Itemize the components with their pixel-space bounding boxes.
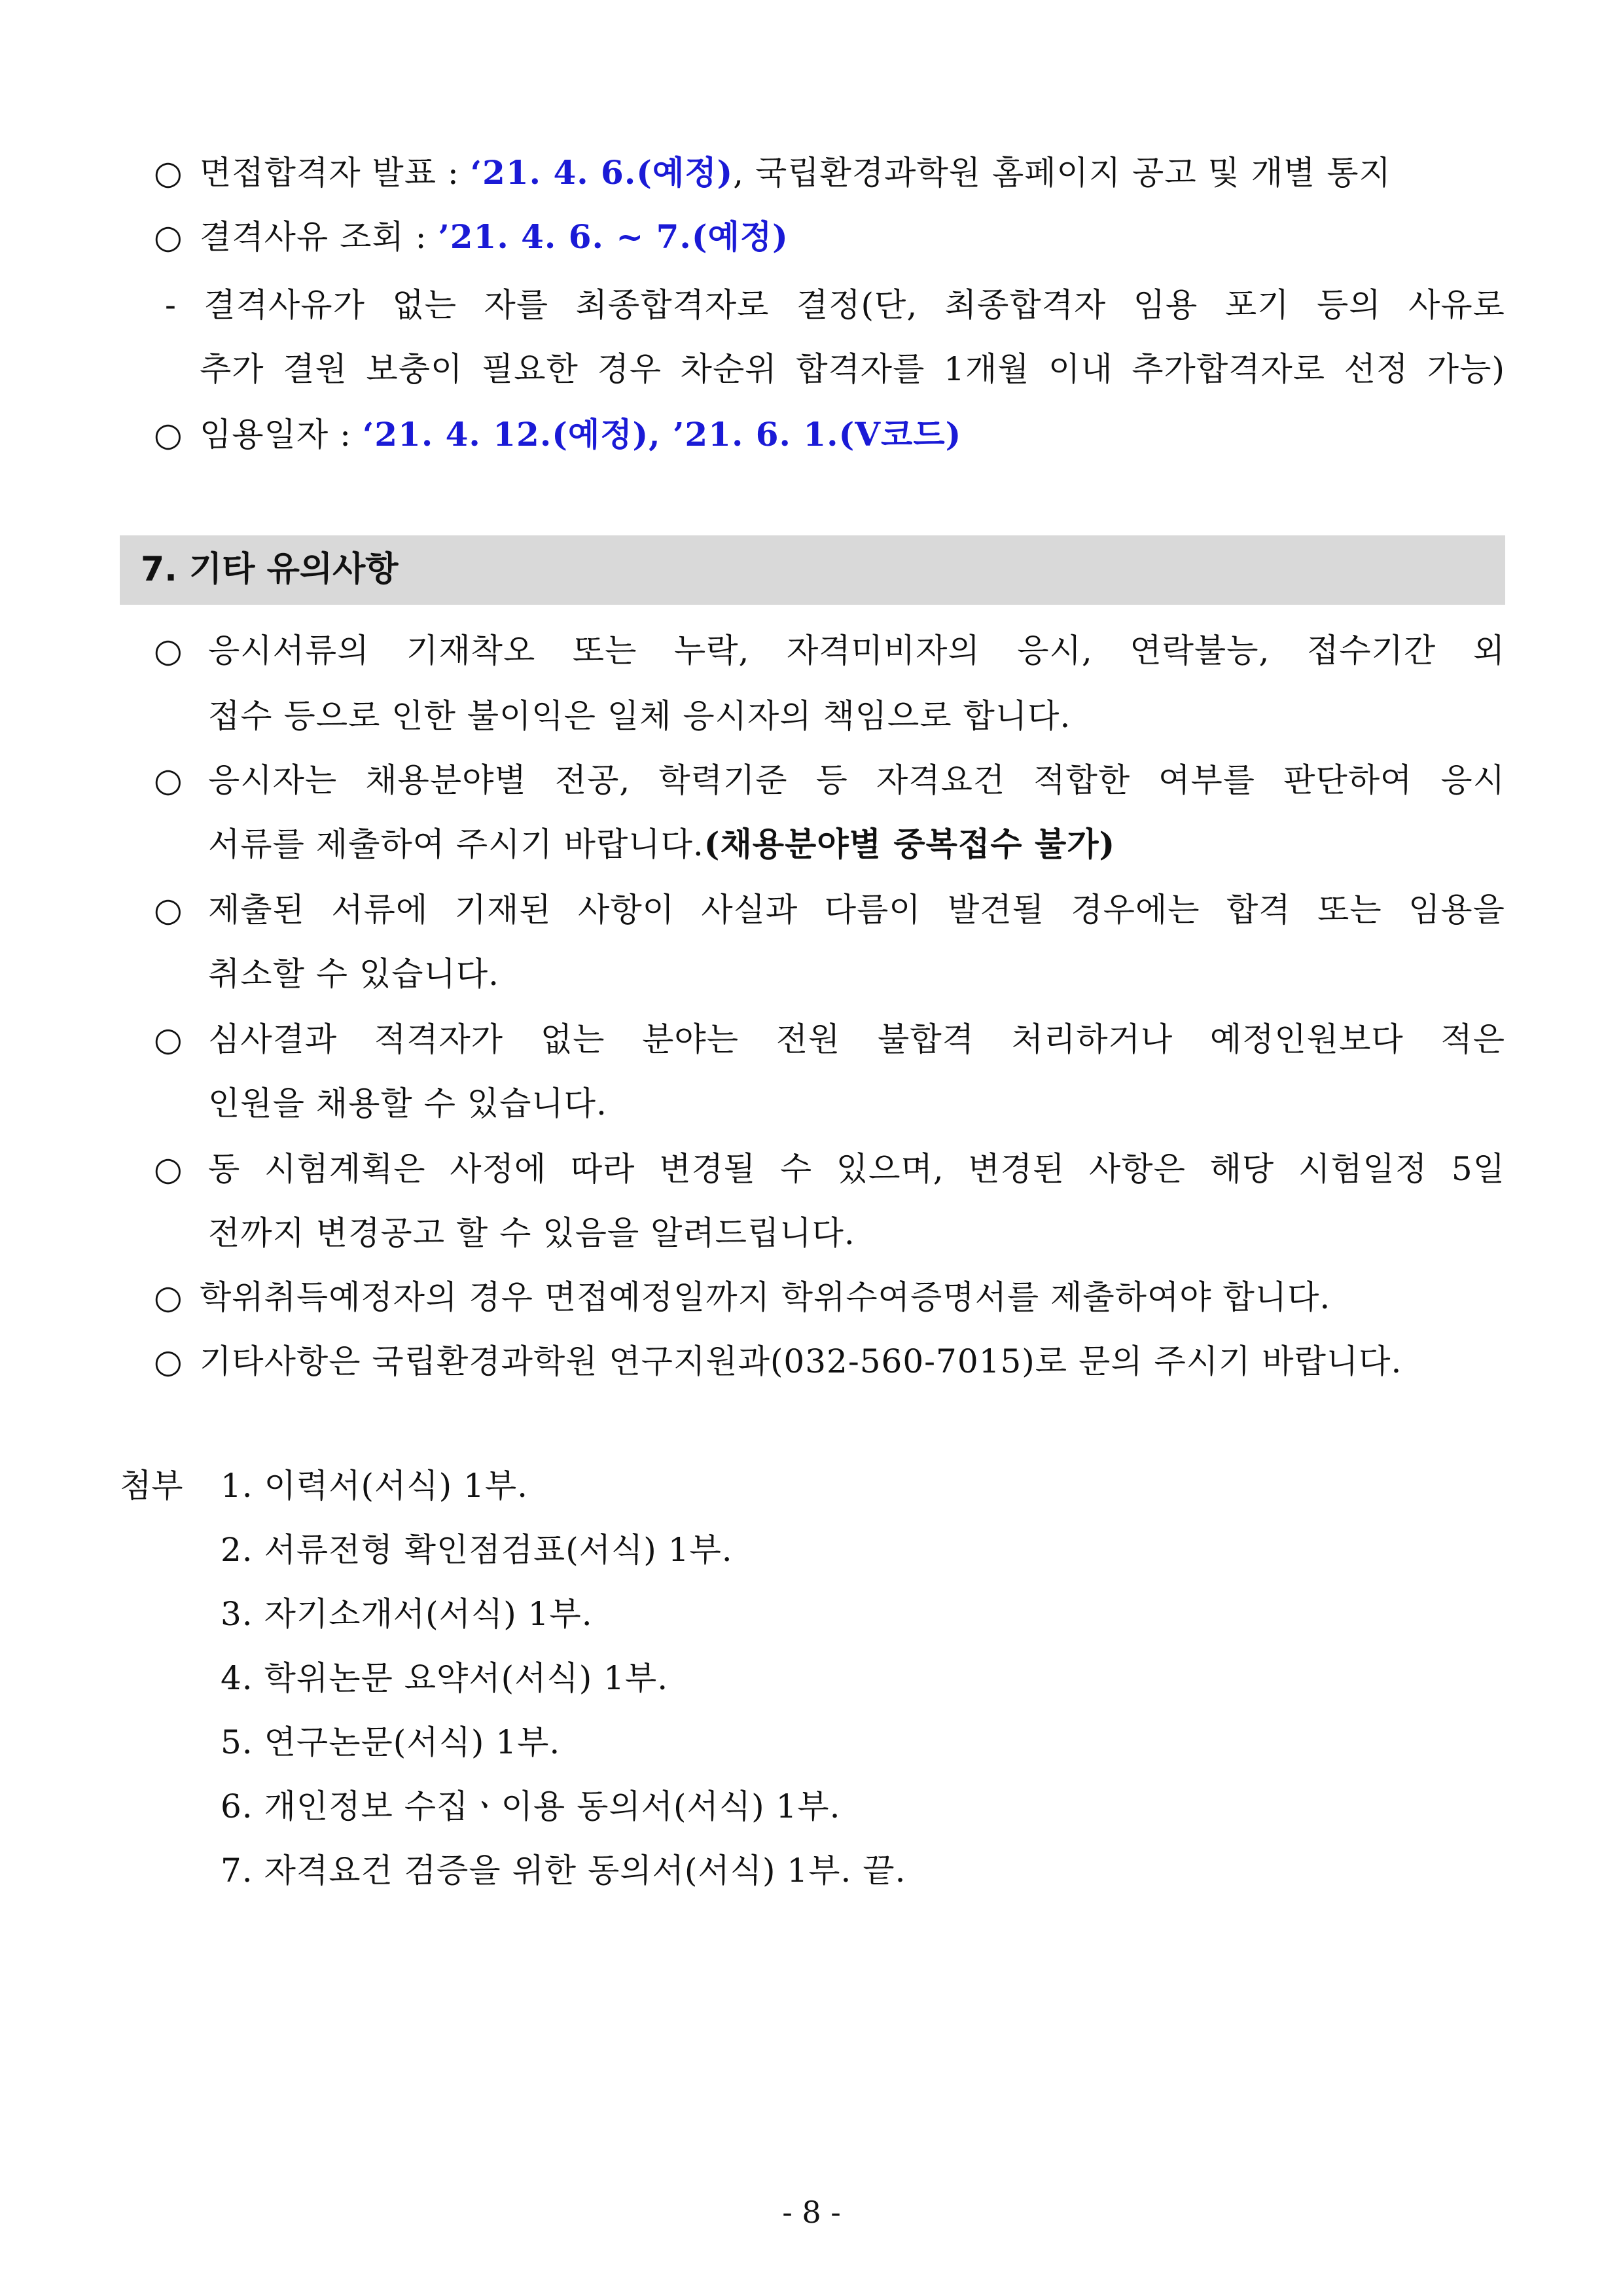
bullet-symbol: ○ [154,218,183,256]
note-1-line-2: 접수 등으로 인한 불이익은 일체 응시자의 책임으로 합니다. [208,697,1071,735]
note-5-line-1: 동 시험계획은 사정에 따라 변경될 수 있으며, 변경된 사항은 해당 시험일정 5일 [208,1150,1505,1188]
note-2-line-2 [208,823,1115,865]
bullet-symbol: ○ [154,891,183,929]
note-5-bullet [154,1148,200,1190]
inquiry-line [154,216,789,258]
page-number: - 8 - [782,2195,841,2230]
note-line-1: - 결격사유가 없는 자를 최종합격자로 결정(단, 최종합격자 임용 포기 등의 사유로 [165,286,1505,324]
bullet-symbol: ○ [154,1278,183,1316]
note-4-line-1: 심사결과 적격자가 없는 분야는 전원 불합격 처리하거나 예정인원보다 적은 [208,1020,1505,1058]
appoint-label: 임용일자 : [200,416,363,454]
note-7-text: 기타사항은 국립환경과학원 연구지원과(032-560-7015)로 문의 주시기 바랍니다. [200,1342,1402,1380]
bullet-symbol: ○ [154,632,183,670]
attachment-item: 7. 자격요건 검증을 위한 동의서(서식) 1부. 끝. [221,1852,906,1890]
announce-date: ‘21. 4. 6.(예정) [470,153,734,192]
note-6-line [154,1276,1330,1318]
note-line-2: 추가 결원 보충이 필요한 경우 차순위 합격자를 1개월 이내 추가합격자로 선정 가능) [200,350,1505,388]
bullet-symbol: ○ [154,154,183,192]
note-3-line-2: 취소할 수 있습니다. [208,955,500,993]
note-3-bullet [154,889,200,931]
note-3-line-1: 제출된 서류에 기재된 사항이 사실과 다름이 발견될 경우에는 합격 또는 임용을 [208,891,1505,929]
note-4-bullet [154,1018,200,1060]
note-7-line [154,1340,1402,1382]
note-5-line-2: 전까지 변경공고 할 수 있음을 알려드립니다. [208,1214,855,1252]
announce-rest: , 국립환경과학원 홈페이지 공고 및 개별 통지 [733,154,1391,192]
bullet-symbol: ○ [154,761,183,799]
announce-label: 면접합격자 발표 : [200,154,471,192]
note-2-bold: (채용분야별 중복접수 불가) [704,825,1116,863]
bullet-symbol: ○ [154,1020,183,1058]
attachment-item: 4. 학위논문 요약서(서식) 1부. [221,1659,669,1697]
appoint-date: ‘21. 4. 12.(예정), ’21. 6. 1.(V코드) [362,415,962,454]
note-1-bullet [154,630,200,672]
attachments-label: 첨부 [120,1467,183,1505]
attachment-item: 5. 연구논문(서식) 1부. [221,1723,561,1761]
bullet-symbol: ○ [154,416,183,454]
note-1-line-1: 응시서류의 기재착오 또는 누락, 자격미비자의 응시, 연락불능, 접수기간 외 [208,632,1505,670]
note-2-line-1: 응시자는 채용분야별 전공, 학력기준 등 자격요건 적합한 여부를 판단하여 응시 [208,761,1505,799]
attachment-item: 1. 이력서(서식) 1부. [221,1467,529,1505]
appoint-line [154,414,961,456]
section-title: 7. 기타 유의사항 [141,550,399,589]
note-2-bullet [154,759,200,801]
attachment-item: 2. 서류전형 확인점검표(서식) 1부. [221,1531,733,1569]
bullet-symbol: ○ [154,1150,183,1188]
note-6-text: 학위취득예정자의 경우 면접예정일까지 학위수여증명서를 제출하여야 합니다. [200,1278,1331,1316]
inquiry-date: ’21. 4. 6. ~ 7.(예정) [438,217,789,256]
note-4-line-2: 인원을 채용할 수 있습니다. [208,1085,607,1122]
bullet-symbol: ○ [154,1342,183,1380]
note-2-text: 서류를 제출하여 주시기 바랍니다. [208,825,704,863]
attachment-item: 6. 개인정보 수집ㆍ이용 동의서(서식) 1부. [221,1787,841,1825]
announce-line [154,152,1391,194]
attachment-item: 3. 자기소개서(서식) 1부. [221,1595,593,1633]
inquiry-label: 결격사유 조회 : [200,218,438,256]
